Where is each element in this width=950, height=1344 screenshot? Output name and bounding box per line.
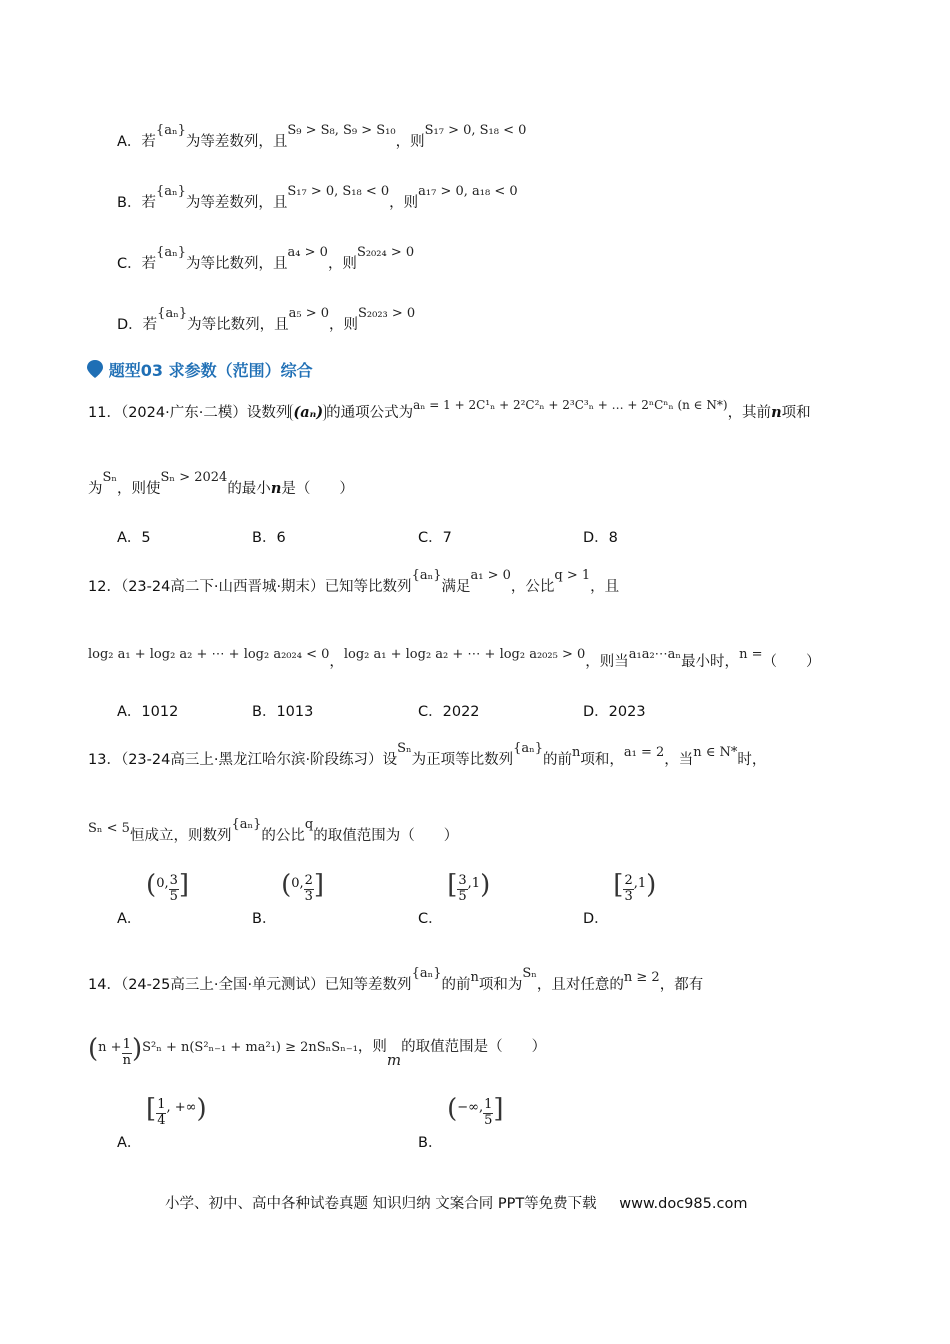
denominator: 5 — [484, 1112, 493, 1128]
numerator: 1 — [122, 1037, 131, 1053]
q14-line1 — [88, 966, 704, 994]
q12-line2 — [88, 647, 821, 671]
q12-option-d: D．2023 — [583, 704, 646, 720]
interval-start: −∞, — [457, 1100, 484, 1115]
sequence-an: {aₙ} — [411, 568, 442, 583]
denominator: 3 — [624, 888, 633, 904]
log-inequality-2: log₂ a₁ + log₂ a₂ + ⋯ + log₂ a₂₀₂₅ > 0 — [343, 647, 586, 662]
option-label: B． — [252, 911, 277, 927]
text: 时， — [737, 752, 767, 768]
interval-right: ] — [178, 870, 190, 900]
text: 的取值范围为（ ） — [313, 828, 459, 844]
text: ，且 — [590, 579, 620, 595]
question-source: （24-25高三上·全国·单元测试） — [120, 977, 325, 993]
q10-option-c — [117, 245, 415, 273]
option-label: D． — [583, 911, 609, 927]
text: 的前 — [543, 752, 573, 768]
option-label: A． — [117, 134, 142, 150]
text: 设 — [382, 752, 398, 768]
text: ，则当 — [585, 654, 629, 670]
interval-left: [ — [613, 870, 624, 900]
fraction — [483, 1098, 493, 1128]
variable-n: n — [470, 970, 479, 985]
text: ，则使 — [117, 481, 161, 497]
text: 的前 — [441, 977, 471, 993]
q13-option-d — [583, 870, 657, 927]
condition: S₉ > S₈, S₉ > S₁₀ — [287, 123, 396, 138]
numerator: 1 — [157, 1097, 166, 1113]
q13-line2 — [88, 817, 459, 845]
sum-sn: Sₙ — [397, 741, 412, 756]
sequence-an: {aₙ} — [513, 741, 544, 756]
q11-line1 — [88, 398, 811, 422]
denominator: 5 — [458, 888, 467, 904]
text: ，则 — [327, 256, 357, 272]
denominator: 5 — [169, 888, 178, 904]
text: 最小时， — [681, 654, 740, 670]
q11-option-d: D．8 — [583, 530, 618, 546]
product: a₁a₂⋯aₙ — [628, 647, 682, 662]
q11-line2 — [88, 470, 354, 498]
interval-left: ( — [146, 870, 157, 900]
question-number: 14． — [88, 977, 121, 993]
result: a₁₇ > 0, a₁₈ < 0 — [418, 184, 518, 199]
ineq-n-plus: n + — [98, 1040, 122, 1055]
text: ，当 — [664, 752, 694, 768]
text: 满足 — [441, 579, 471, 595]
n-equals: n = — [739, 647, 763, 662]
general-term-formula: aₙ = 1 + 2C¹ₙ + 2²C²ₙ + 2³C³ₙ + … + 2ⁿCⁿₙ (n ∈ N*) — [413, 398, 728, 412]
text: 为正项等比数列 — [411, 752, 514, 768]
interval-right: ) — [646, 870, 657, 900]
q14-option-b — [418, 1094, 504, 1151]
text: ，且对任意的 — [536, 977, 624, 993]
text: 项和 — [781, 405, 811, 421]
numerator: 2 — [304, 873, 313, 889]
q14-option-a — [117, 1094, 207, 1151]
option-label: C． — [117, 256, 142, 272]
q12-option-b: B．1013 — [252, 704, 314, 720]
q11-option-b: B．6 — [252, 530, 286, 546]
q13-option-c — [418, 870, 491, 927]
result: S₂₀₂₃ > 0 — [357, 306, 416, 321]
option-label: D． — [117, 317, 143, 333]
text: ，则 — [389, 195, 419, 211]
text: ，则 — [328, 317, 358, 333]
text: 已知等比数列 — [324, 579, 412, 595]
question-number: 13． — [88, 752, 121, 768]
text: 是（ ） — [281, 481, 354, 497]
interval-start: 0, — [291, 876, 304, 891]
text: ， — [329, 654, 344, 670]
text: 的公比 — [261, 828, 305, 844]
sequence-an: {aₙ} — [157, 306, 188, 321]
text: 若 — [142, 317, 158, 333]
condition-sn: Sₙ < 5 — [88, 821, 130, 836]
q12-line1 — [88, 568, 620, 596]
fraction — [169, 874, 179, 904]
text: 若 — [141, 195, 156, 211]
q10-option-d — [117, 306, 416, 334]
sequence-an: {aₙ} — [231, 817, 262, 832]
condition-a1: a₁ > 0 — [470, 568, 511, 583]
q12-option-a: A．1012 — [117, 704, 179, 720]
interval-left: ( — [447, 1094, 458, 1124]
text: 为等差数列，且 — [185, 195, 288, 211]
q10-option-a — [117, 123, 527, 151]
condition: a₄ > 0 — [287, 245, 328, 260]
q14-line2 — [88, 1034, 546, 1068]
interval-right: ] — [493, 1094, 504, 1124]
option-label: A． — [117, 911, 142, 927]
question-number: 11． — [88, 405, 121, 421]
footer-link[interactable]: www.doc985.com — [619, 1196, 748, 1212]
q13-option-a — [117, 870, 190, 927]
text: 的取值范围是（ ） — [401, 1039, 547, 1055]
numerator: 2 — [624, 873, 633, 889]
section-header — [86, 358, 313, 381]
variable-n: n — [771, 404, 782, 421]
text: ，则 — [395, 134, 425, 150]
interval-left: ( — [281, 870, 292, 900]
text: 为 — [88, 481, 103, 497]
question-source: （2024·广东·二模） — [120, 405, 247, 421]
fraction — [156, 1098, 166, 1128]
q12-option-c: C．2022 — [418, 704, 480, 720]
q13-option-b — [252, 870, 325, 927]
text: ，公比 — [510, 579, 555, 595]
q11-option-a: A．5 — [117, 530, 151, 546]
text: 恒成立，则数列 — [129, 828, 232, 844]
sequence-an: (aₙ) — [290, 404, 326, 421]
condition-n: n ≥ 2 — [623, 970, 660, 985]
variable-q: q — [304, 817, 314, 832]
text: 项和， — [580, 752, 624, 768]
interval-left: [ — [146, 1094, 157, 1124]
option-label: C． — [418, 911, 443, 927]
q13-line1 — [88, 741, 767, 769]
variable-n: n — [270, 480, 282, 497]
denominator: n — [122, 1052, 131, 1068]
paren-left: ( — [88, 1034, 99, 1064]
option-label: B． — [117, 195, 142, 211]
fraction — [457, 874, 467, 904]
numerator: 3 — [458, 873, 467, 889]
condition: Sₙ > 2024 — [160, 470, 228, 485]
text: 项和为 — [478, 977, 523, 993]
result: S₁₇ > 0, S₁₈ < 0 — [424, 123, 527, 138]
footer-text: 小学、初中、高中各种试卷真题 知识归纳 文案合同 PPT等免费下载 — [165, 1196, 597, 1212]
interval-right: ) — [480, 870, 491, 900]
result: S₂₀₂₄ > 0 — [356, 245, 415, 260]
paren-right: ) — [131, 1034, 143, 1064]
variable-m: m — [386, 1051, 402, 1069]
text: 已知等差数列 — [324, 977, 412, 993]
variable-n: n — [572, 745, 581, 760]
location-pin-icon — [86, 359, 104, 379]
condition: a₅ > 0 — [288, 306, 329, 321]
text: 为等比数列，且 — [186, 256, 288, 272]
text: 为等比数列，且 — [187, 317, 289, 333]
denominator: 3 — [304, 888, 313, 904]
interval-end: ,1 — [633, 876, 647, 891]
interval-right: ) — [196, 1094, 207, 1124]
fraction — [122, 1038, 132, 1068]
fraction — [623, 874, 633, 904]
interval-left: [ — [447, 870, 458, 900]
text: 的最小 — [227, 481, 271, 497]
text: ，则 — [357, 1039, 387, 1055]
sequence-an: {aₙ} — [156, 245, 187, 260]
numerator: 1 — [484, 1097, 493, 1113]
text: 的通项公式为 — [326, 405, 414, 421]
text: 若 — [141, 134, 156, 150]
q11-option-c: C．7 — [418, 530, 452, 546]
condition-a1: a₁ = 2 — [623, 745, 665, 760]
sum-sn: Sₙ — [102, 470, 118, 485]
log-inequality-1: log₂ a₁ + log₂ a₂ + ⋯ + log₂ a₂₀₂₄ < 0 — [88, 647, 330, 662]
text: ，其前 — [727, 405, 772, 421]
question-source: （23-24高三上·黑龙江哈尔滨·阶段练习） — [120, 752, 383, 768]
sequence-an: {aₙ} — [411, 966, 442, 981]
question-number: 12． — [88, 579, 121, 595]
option-label: B． — [418, 1135, 443, 1151]
condition: S₁₇ > 0, S₁₈ < 0 — [287, 184, 390, 199]
footer — [165, 1192, 747, 1213]
section-title: 题型03 求参数（范围）综合 — [108, 361, 313, 380]
numerator: 3 — [169, 873, 178, 889]
fraction — [304, 874, 314, 904]
interval-right: ] — [313, 870, 325, 900]
denominator: 4 — [157, 1112, 166, 1128]
question-source: （23-24高二下·山西晋城·期末） — [120, 579, 325, 595]
text: 设数列 — [246, 405, 291, 421]
condition-q: q > 1 — [554, 568, 591, 583]
interval-end: ,1 — [467, 876, 481, 891]
answer-blank: （ ） — [762, 654, 821, 670]
sum-sn: Sₙ — [522, 966, 537, 981]
sequence-an: {aₙ} — [155, 184, 186, 199]
text: 为等差数列，且 — [185, 134, 288, 150]
interval-end: , +∞ — [166, 1100, 197, 1115]
sequence-an: {aₙ} — [155, 123, 186, 138]
inequality: S²ₙ + n(S²ₙ₋₁ + ma²₁) ≥ 2nSₙSₙ₋₁ — [142, 1040, 358, 1055]
q10-option-b — [117, 184, 518, 212]
option-label: A． — [117, 1135, 142, 1151]
text: ，都有 — [659, 977, 704, 993]
text: 若 — [141, 256, 157, 272]
interval-start: 0, — [156, 876, 169, 891]
n-in-naturals: n ∈ N* — [693, 745, 738, 760]
